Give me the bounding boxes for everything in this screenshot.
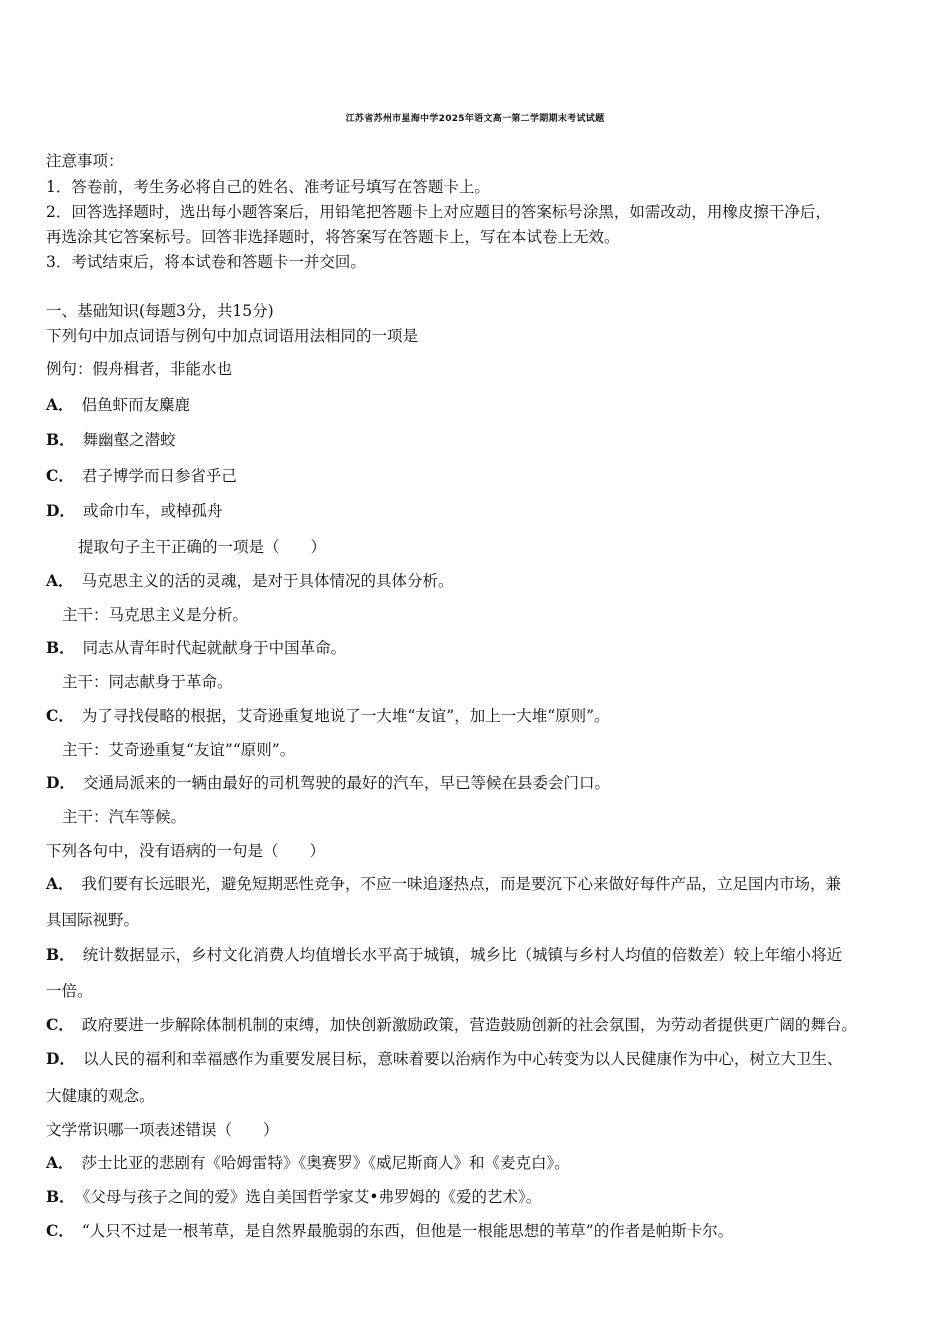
option-label: A．	[46, 1153, 74, 1172]
option-text: 交通局派来的一辆由最好的司机驾驶的最好的汽车，早已等候在县委会门口。	[82, 774, 610, 792]
q3-stem: 下列各句中，没有语病的一句是（ ）	[46, 842, 326, 860]
q3-option-a[interactable]	[46, 874, 841, 894]
q2-option-a-main: 主干：马克思主义是分析。	[62, 606, 249, 624]
option-text: 侣鱼虾而友麋鹿	[81, 396, 191, 414]
section-heading: 一、基础知识(每题3分，共15分)	[46, 302, 274, 320]
option-text: 我们要有长远眼光，避免短期恶性竞争，不应一味追逐热点，而是要沉下心来做好每件产品，立足国内市场，兼	[81, 875, 842, 893]
option-text: “人只不过是一根苇草，是自然界最脆弱的东西，但他是一根能思想的苇草”的作者是帕斯卡尔。	[81, 1222, 734, 1240]
option-label: C．	[46, 706, 74, 725]
notice-item-3: 3．考试结束后，将本试卷和答题卡一并交回。	[46, 253, 366, 271]
option-label: D．	[46, 501, 75, 520]
q3-option-b-line-2: 一倍。	[46, 982, 93, 1000]
q3-option-a-line-2: 具国际视野。	[46, 911, 140, 929]
q1-option-b[interactable]	[46, 430, 176, 450]
notice-item-2-line-1: 2．回答选择题时，选出每小题答案后，用铅笔把答题卡上对应题目的答案标号涂黑，如需改动，用橡皮擦干净后，	[46, 203, 831, 221]
q2-option-c-main: 主干：艾奇逊重复“友谊”“原则”。	[62, 741, 296, 759]
notice-heading: 注意事项：	[46, 152, 124, 170]
q4-option-b[interactable]	[46, 1187, 541, 1207]
option-label: B．	[46, 430, 75, 449]
option-text: 莎士比亚的悲剧有《哈姆雷特》《奥赛罗》《威尼斯商人》和《麦克白》。	[81, 1154, 570, 1172]
option-label: C．	[46, 1015, 74, 1034]
option-label: A．	[46, 571, 74, 590]
q4-option-a[interactable]	[46, 1153, 570, 1173]
option-text: 君子博学而日参省乎己	[81, 467, 237, 485]
q2-option-b[interactable]	[46, 638, 346, 658]
q2-option-d-main: 主干：汽车等候。	[62, 808, 187, 826]
q1-example: 例句：假舟楫者，非能水也	[46, 360, 233, 378]
q4-option-c[interactable]	[46, 1221, 733, 1241]
option-label: C．	[46, 1221, 74, 1240]
q4-stem: 文学常识哪一项表述错误（ ）	[46, 1121, 279, 1139]
option-text: 为了寻找侵略的根据，艾奇逊重复地说了一大堆“友谊”，加上一大堆“原则”。	[81, 707, 610, 725]
option-label: A．	[46, 874, 74, 893]
option-text: 政府要进一步解除体制机制的束缚，加快创新激励政策，营造鼓励创新的社会氛围，为劳动者提供更广阔的舞台。	[81, 1016, 857, 1034]
option-label: D．	[46, 1049, 75, 1068]
q2-option-b-main: 主干：同志献身于革命。	[62, 673, 233, 691]
page-title: 江苏省苏州市星海中学2025年语文高一第二学期期末考试试题	[345, 114, 605, 124]
q1-stem: 下列句中加点词语与例句中加点词语用法相同的一项是	[46, 327, 419, 345]
q1-option-d[interactable]	[46, 501, 222, 521]
option-label: D．	[46, 773, 75, 792]
notice-item-2-line-2: 再选涂其它答案标号。回答非选择题时，将答案写在答题卡上，写在本试卷上无效。	[46, 228, 620, 246]
q3-option-d[interactable]	[46, 1049, 842, 1069]
option-label: C．	[46, 466, 74, 485]
q1-option-a[interactable]	[46, 395, 190, 415]
q2-stem: 提取句子主干正确的一项是（ ）	[78, 538, 327, 556]
q2-option-c[interactable]	[46, 706, 610, 726]
option-text: 统计数据显示，乡村文化消费人均值增长水平高于城镇，城乡比（城镇与乡村人均值的倍数差）较上年缩小将近	[82, 946, 843, 964]
notice-item-1: 1．答卷前，考生务必将自己的姓名、准考证号填写在答题卡上。	[46, 178, 490, 196]
option-label: B．	[46, 945, 75, 964]
q2-option-d[interactable]	[46, 773, 610, 793]
q3-option-c[interactable]	[46, 1015, 857, 1035]
option-label: A．	[46, 395, 74, 414]
option-text: 《父母与孩子之间的爱》选自美国哲学家艾•弗罗姆的《爱的艺术》。	[82, 1188, 542, 1206]
q3-option-b[interactable]	[46, 945, 842, 965]
option-text: 马克思主义的活的灵魂，是对于具体情况的具体分析。	[81, 572, 454, 590]
option-label: B．	[46, 1187, 75, 1206]
q3-option-d-line-2: 大健康的观念。	[46, 1087, 155, 1105]
option-text: 或命巾车，或棹孤舟	[82, 502, 223, 520]
option-text: 同志从青年时代起就献身于中国革命。	[82, 639, 347, 657]
option-text: 舞幽壑之潜蛟	[82, 431, 176, 449]
option-label: B．	[46, 638, 75, 657]
q2-option-a[interactable]	[46, 571, 454, 591]
option-text: 以人民的福利和幸福感作为重要发展目标，意味着要以治病作为中心转变为以人民健康作为中心，树立大卫生、	[82, 1050, 843, 1068]
q1-option-c[interactable]	[46, 466, 237, 486]
